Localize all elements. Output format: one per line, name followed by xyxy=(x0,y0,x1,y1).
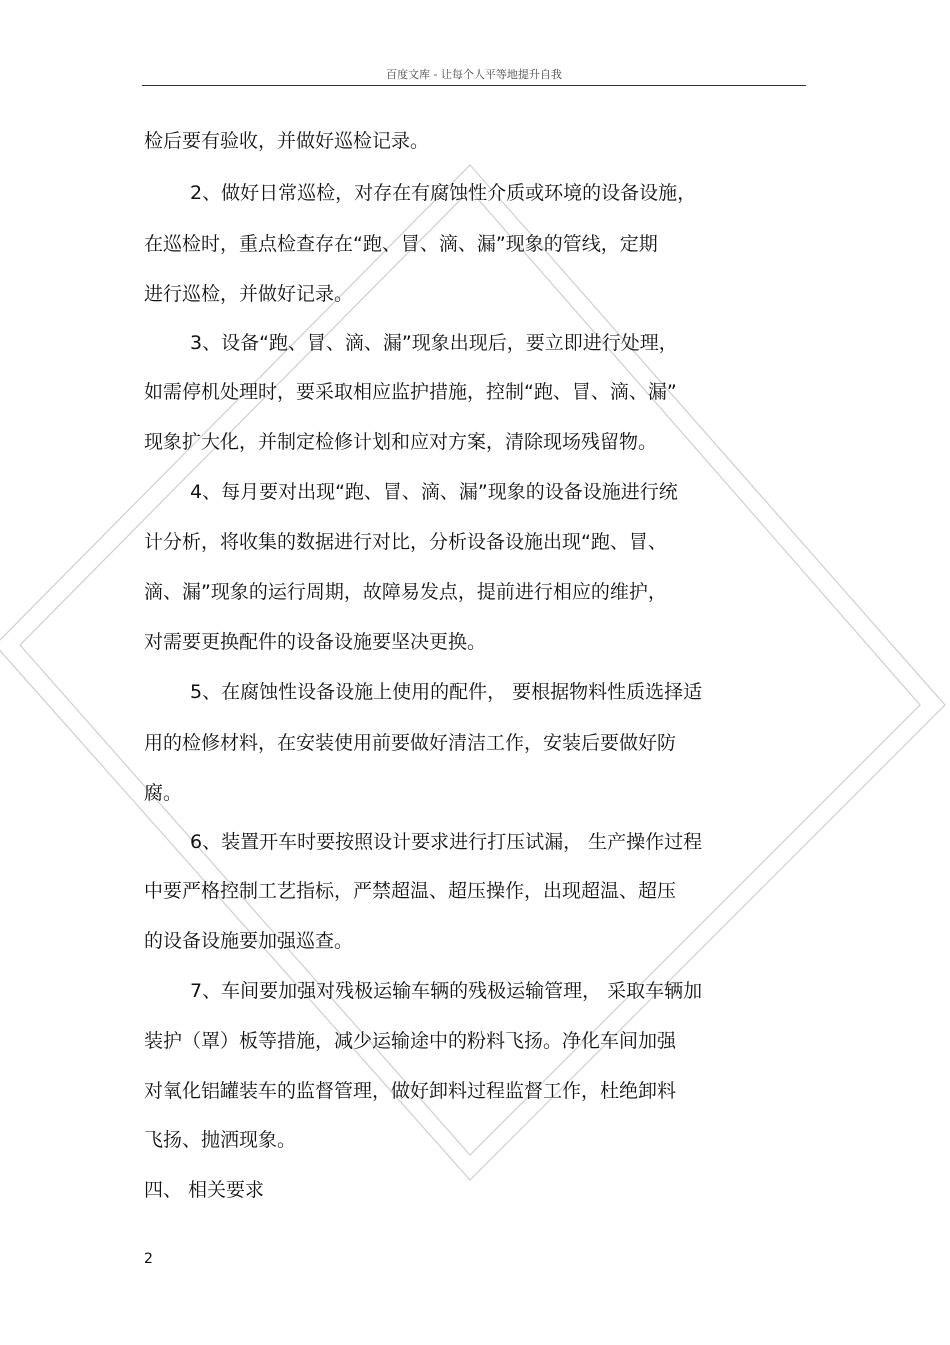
body-line: 对需要更换配件的设备设施要坚决更换。 xyxy=(144,631,487,653)
body-line: 腐。 xyxy=(144,782,183,804)
body-line: 5、在腐蚀性设备设施上使用的配件， 要根据物料性质选择适 xyxy=(190,681,703,703)
body-line: 3、设备“跑、冒、滴、漏”现象出现后，要立即进行处理， xyxy=(190,332,678,354)
body-line: 计分析，将收集的数据进行对比，分析设备设施出现“跑、冒、 xyxy=(144,531,667,553)
body-line: 在巡检时，重点检查存在“跑、冒、滴、漏”现象的管线，定期 xyxy=(144,233,658,255)
body-line: 用的检修材料，在安装使用前要做好清洁工作，安装后要做好防 xyxy=(144,732,677,754)
body-line: 中要严格控制工艺指标，严禁超温、超压操作，出现超温、超压 xyxy=(144,880,677,902)
body-line: 检后要有验收，并做好巡检记录。 xyxy=(144,130,430,152)
section-heading: 四、 相关要求 xyxy=(144,1179,265,1201)
body-line: 进行巡检，并做好记录。 xyxy=(144,283,354,305)
page-header: 百度文库 - 让每个人平等地提升自我 xyxy=(386,68,562,81)
body-line: 对氧化铝罐装车的监督管理，做好卸料过程监督工作，杜绝卸料 xyxy=(144,1080,677,1102)
body-line: 4、每月要对出现“跑、冒、滴、漏”现象的设备设施进行统 xyxy=(190,481,678,503)
body-line: 2、做好日常巡检，对存在有腐蚀性介质或环境的设备设施， xyxy=(190,182,697,204)
body-line: 6、装置开车时要按照设计要求进行打压试漏， 生产操作过程 xyxy=(190,831,703,853)
body-line: 如需停机处理时，要采取相应监护措施，控制“跑、冒、滴、漏” xyxy=(144,381,677,403)
body-line: 的设备设施要加强巡查。 xyxy=(144,930,354,952)
body-line: 滴、漏”现象的运行周期，故障易发点，提前进行相应的维护， xyxy=(144,581,667,603)
body-line: 装护（罩）板等措施，减少运输途中的粉料飞扬。净化车间加强 xyxy=(144,1030,677,1052)
header-rule xyxy=(142,85,806,86)
body-line: 飞扬、抛洒现象。 xyxy=(144,1129,297,1151)
body-line: 现象扩大化，并制定检修计划和应对方案，清除现场残留物。 xyxy=(144,431,658,453)
body-line: 7、车间要加强对残极运输车辆的残极运输管理， 采取车辆加 xyxy=(190,980,703,1002)
page-number: 2 xyxy=(144,1251,153,1267)
